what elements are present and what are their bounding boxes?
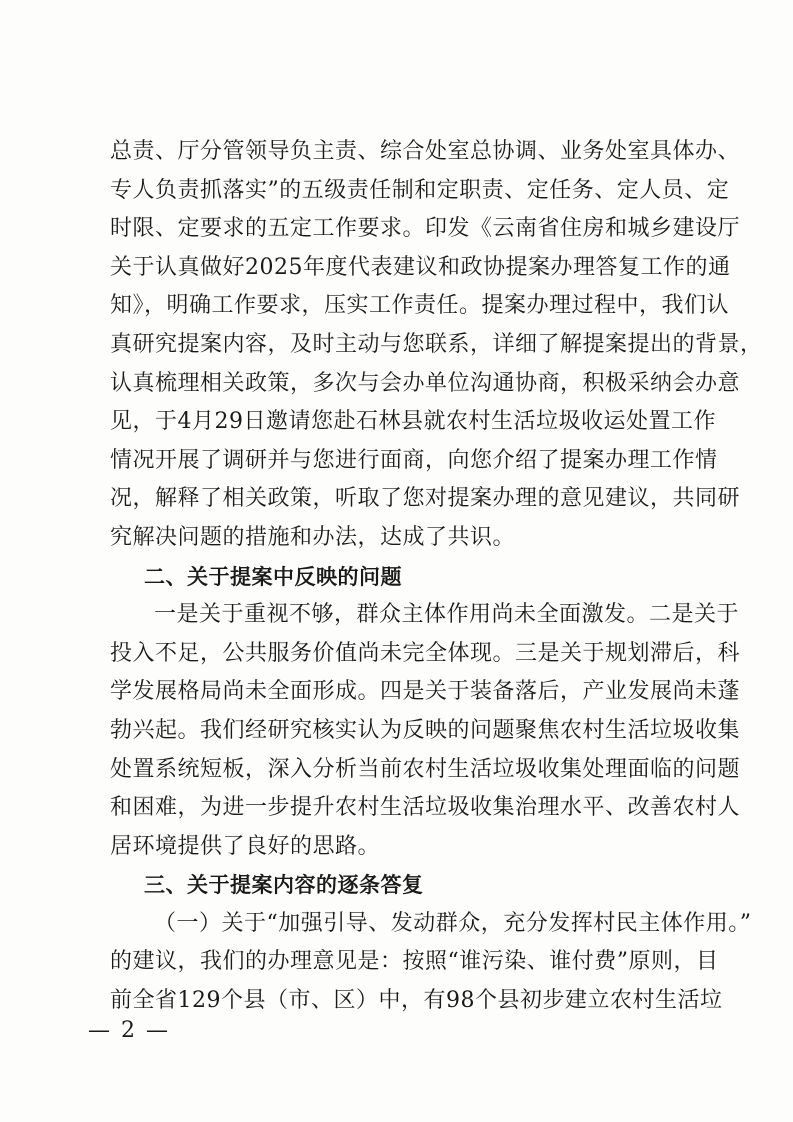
paragraph-line: 前全省129个县（市、区）中，有98个县初步建立农村生活垃	[110, 988, 723, 1014]
paragraph-line: 真研究提案内容，及时主动与您联系，详细了解提案提出的背景，	[110, 331, 763, 357]
document-body	[110, 133, 763, 1021]
paragraph-line: 知》，明确工作要求，压实工作责任。提案办理过程中，我们认	[110, 293, 730, 319]
paragraph-line: 况，解释了相关政策，听取了您对提案办理的意见建议，共同研	[110, 486, 741, 512]
paragraph-line: 的建议，我们的办理意见是：按照“谁污染、谁付费”原则，目	[110, 949, 719, 975]
paragraph-line: 专人负责抓落实”的五级责任制和定职责、定任务、定人员、定	[110, 177, 730, 203]
paragraph-line: 情况开展了调研并与您进行面商，向您介绍了提案办理工作情	[110, 447, 718, 473]
paragraph-line: 勃兴起。我们经研究核实认为反映的问题聚焦农村生活垃圾收集	[110, 717, 741, 743]
paragraph-line: 居环境提供了良好的思路。	[110, 833, 381, 859]
paragraph-line: 时限、定要求的五定工作要求。印发《云南省住房和城乡建设厅	[110, 216, 741, 242]
paragraph-line: 投入不足，公共服务价值尚未完全体现。三是关于规划滞后，科	[110, 640, 741, 666]
page-number: — 2 —	[88, 1018, 170, 1043]
paragraph-line: 总责、厅分管领导负主责、综合处室总协调、业务处室具体办、	[110, 139, 741, 164]
paragraph-line: 和困难，为进一步提升农村生活垃圾收集治理水平、改善农村人	[110, 795, 741, 821]
paragraph-line: 一是关于重视不够，群众主体作用尚未全面激发。二是关于	[154, 602, 740, 628]
paragraph-line: 认真梳理相关政策，多次与会办单位沟通协商，积极采纳会办意	[110, 370, 741, 396]
paragraph-line: 处置系统短板，深入分析当前农村生活垃圾收集处理面临的问题	[110, 756, 741, 782]
paragraph-line: 关于认真做好2025年度代表建议和政协提案办理答复工作的通	[110, 254, 731, 280]
paragraph-line: 见，于4月29日邀请您赴石林县就农村生活垃圾收运处置工作	[110, 409, 716, 435]
section-heading-3: 三、关于提案内容的逐条答复	[144, 873, 424, 898]
section-heading-2: 二、关于提案中反映的问题	[144, 564, 402, 589]
paragraph-line: 学发展格局尚未全面形成。四是关于装备落后，产业发展尚未蓬	[110, 679, 741, 705]
paragraph-line: （一）关于“加强引导、发动群众，充分发挥村民主体作用。”	[154, 910, 752, 936]
paragraph-line: 究解决问题的措施和办法，达成了共识。	[110, 524, 516, 550]
